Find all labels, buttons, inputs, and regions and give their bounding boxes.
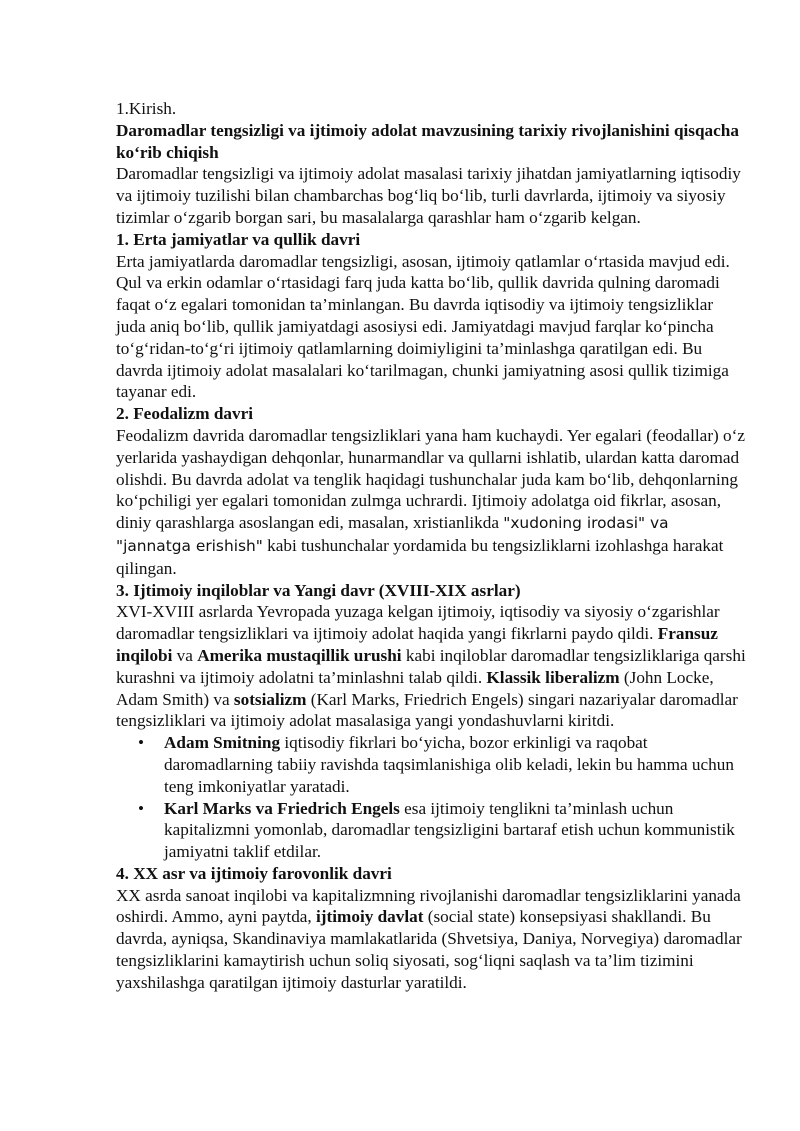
section-2-text-b: kabi tushunchalar yordamida bu tengsizliklarni izohlashga harakat qilingan.	[116, 535, 724, 578]
section-3-text-5: (Karl Marks, Friedrich Engels) singari nazariyalar daromadlar tengsizliklari va ijtimoiy adolat masalasiga yangi yondashuvlarni kiritdi.	[116, 689, 738, 731]
bullet-2-bold: Karl Marks va Friedrich Engels	[164, 798, 400, 818]
bullet-1-text: iqtisodiy fikrlari bo‘yicha, bozor erkinligi va raqobat daromadlarning tabiiy ravishda taqsimlanishiga olib keladi, lekin bu hamma uchun teng imkoniyatlar yaratadi.	[164, 733, 734, 796]
section-3-bold-3: Klassik liberalizm	[486, 667, 620, 687]
section-paragraph-2	[116, 425, 746, 580]
bullet-icon: •	[138, 733, 145, 753]
section-paragraph-1: Erta jamiyatlarda daromadlar tengsizligi, asosan, ijtimoiy qatlamlar o‘rtasida mavjud edi. Qul va erkin odamlar o‘rtasidagi farq juda katta bo‘lib, qullik davrida qulning daromadi faqat o‘z egalari tomonidan ta’minlangan. Bu davrda iqtisodiy va ijtimoiy tengsizliklar juda aniq bo‘lib, qullik jamiyatdagi asosiysi edi. Jamiyatdagi mavjud farqlar ko‘pincha to‘g‘ridan-to‘g‘ri ijtimoiy qatlamlarning doimiyligini ta’minlashga qaratilgan edi. Bu davrda ijtimoiy adolat masalalari ko‘tarilmagan, chunki jamiyatning asosi qullik tizimiga tayanar edi.	[116, 251, 730, 402]
section-heading-2: 2. Feodalizm davri	[116, 404, 254, 424]
section-3-text-4: (John Locke, Adam Smith) va	[116, 667, 714, 709]
section-3-bold-1: Fransuz inqilobi	[116, 624, 718, 665]
section-3-text-3: kabi inqiloblar daromadlar tengsizliklariga qarshi kurashni va ijtimoiy adolatni ta’minlashni talab qildi.	[116, 645, 746, 687]
document-subtitle: Daromadlar tengsizligi va ijtimoiy adolat mavzusining tarixiy rivojlanishini qisqacha ko‘rib chiqish	[116, 120, 739, 162]
section-4-bold-1: ijtimoiy davlat	[316, 907, 424, 927]
section-4-text-1: XX asrda sanoat inqilobi va kapitalizmning rivojlanishi daromadlar tengsizliklarini yanada oshirdi. Ammo, ayni paytda,	[116, 885, 741, 927]
section-2-quote: "xudoning irodasi" va "jannatga erishish"	[116, 514, 669, 555]
section-3-bold-2: Amerika mustaqillik urushi	[197, 645, 402, 665]
list-item	[116, 798, 746, 863]
section-3-text-1: XVI-XVIII asrlarda Yevropada yuzaga kelgan ijtimoiy, iqtisodiy va siyosiy o‘zgarishlar daromadlar tengsizliklari va ijtimoiy adolat haqida yangi fikrlarni paydo qildi.	[116, 602, 720, 644]
bullet-1-bold: Adam Smitning	[164, 733, 281, 753]
intro-paragraph: Daromadlar tengsizligi va ijtimoiy adolat masalasi tarixiy jihatdan jamiyatlarning iqtisodiy va ijtimoiy tuzilishi bilan chambarchas bog‘liq bo‘lib, turli davrlarda, ijtimoiy va siyosiy tizimlar o‘zgarib borgan sari, bu masalalarga qarashlar ham o‘zgarib kelgan.	[116, 164, 741, 227]
section-4-text-2: (social state) konsepsiyasi shakllandi. Bu davrda, ayniqsa, Skandinaviya mamlakatlarida (Shvetsiya, Daniya, Norvegiya) daromadlar tengsizliklarini kamaytirish uchun soliq siyosati, sog‘liqni saqlash va ta’lim tizimini yaxshilashga qaratilgan ijtimoiy dasturlar yaratildi.	[116, 907, 742, 992]
intro-heading: 1.Kirish.	[116, 99, 177, 118]
bullet-list	[116, 732, 746, 863]
section-heading-3: 3. Ijtimoiy inqiloblar va Yangi davr (XVIII-XIX asrlar)	[116, 580, 521, 600]
bullet-2-text: esa ijtimoiy tenglikni ta’minlash uchun kapitalizmni yomonlab, daromadlar tengsizligini bartaraf etish uchun kommunistik jamiyatni taklif etdilar.	[164, 798, 735, 862]
list-item	[116, 732, 746, 797]
section-paragraph-3	[116, 601, 746, 732]
section-3-bold-4: sotsializm	[233, 689, 307, 709]
section-paragraph-4	[116, 885, 746, 994]
section-2-text-a: Feodalizm davrida daromadlar tengsizliklari yana ham kuchaydi. Yer egalari (feodallar) o‘z yerlarida yashaydigan dehqonlar, hunarmandlar va qullarni ishlatib, ulardan katta daromad olishdi. Bu davrda adolat va tenglik haqidagi tushunchalar juda kam bo‘lib, dehqonlarning ko‘pchiligi yer egalari tomonidan zulmga uchrardi. Ijtimoiy adolatga oid fikrlar, asosan, diniy qarashlarga asoslangan edi, masalan, xristianlikda	[116, 425, 746, 533]
section-heading-1: 1. Erta jamiyatlar va qullik davri	[116, 229, 361, 249]
document-page	[116, 98, 746, 994]
section-3-text-2: va	[172, 645, 198, 665]
section-heading-4: 4. XX asr va ijtimoiy farovonlik davri	[116, 863, 392, 883]
bullet-icon: •	[138, 798, 145, 818]
